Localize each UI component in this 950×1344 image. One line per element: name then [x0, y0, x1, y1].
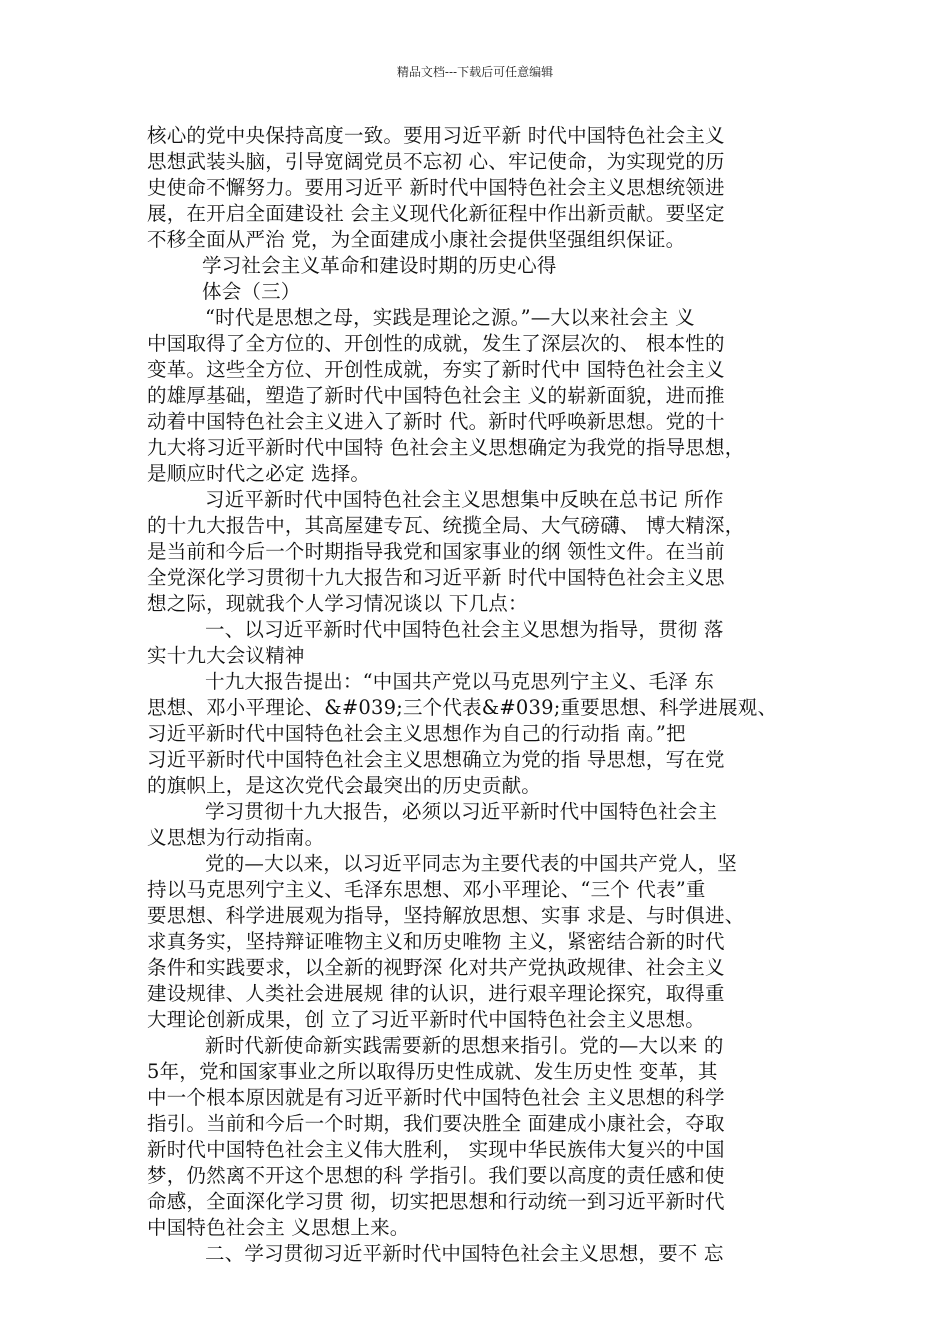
text-line: 思想、邓小平理论、&#039;三个代表&#039;重要思想、科学进展观、 [147, 696, 778, 719]
text-line: 要思想、科学进展观为指导，坚持解放思想、实事 求是、与时俱进、 [147, 904, 745, 927]
text-line: 的旗帜上，是这次党代会最突出的历史贡献。 [147, 774, 542, 797]
text-line: 建设规律、人类社会进展规 律的认识，进行艰辛理论探究，取得重 [147, 982, 725, 1005]
text-line: 习近平新时代中国特色社会主义思想确立为党的指 导思想，写在党 [147, 748, 725, 771]
text-line: 求真务实，坚持辩证唯物主义和历史唯物 主义，紧密结合新的时代 [147, 930, 725, 953]
text-line: 中一个根本原因就是有习近平新时代中国特色社会 主义思想的科学 [147, 1086, 725, 1109]
text-line: 二、学习贯彻习近平新时代中国特色社会主义思想，要不 忘 [205, 1242, 724, 1265]
text-line: 一、以习近平新时代中国特色社会主义思想为指导，贯彻 落 [205, 618, 724, 641]
text-line: 变革。这些全方位、开创性成就，夯实了新时代中 国特色社会主义 [147, 358, 725, 381]
text-line: 展，在开启全面建设社 会主义现代化新征程中作出新贡献。要坚定 [147, 202, 725, 225]
text-line: 梦，仍然离不开这个思想的科 学指引。我们要以高度的责任感和使 [147, 1164, 725, 1187]
text-line: 史使命不懈努力。要用习近平 新时代中国特色社会主义思想统领进 [147, 176, 725, 199]
document-body [147, 123, 827, 1267]
text-line: 九大将习近平新时代中国特 色社会主义思想确定为我党的指导思想， [147, 436, 745, 459]
text-line: 学习贯彻十九大报告，必须以习近平新时代中国特色社会主 [205, 800, 718, 823]
text-line: 习近平新时代中国特色社会主义思想作为自己的行动指 南。”把 [147, 722, 686, 745]
text-line: 核心的党中央保持高度一致。要用习近平新 时代中国特色社会主义 [147, 124, 725, 147]
text-line: 条件和实践要求，以全新的视野深 化对共产党执政规律、社会主义 [147, 956, 725, 979]
text-line: 党的—大以来，以习近平同志为主要代表的中国共产党人，坚 [205, 852, 737, 875]
text-line: 是顺应时代之必定 选择。 [147, 462, 371, 485]
text-line: 思想武装头脑，引导宽阔党员不忘初 心、牢记使命，为实现党的历 [147, 150, 725, 173]
text-line: 新时代中国特色社会主义伟大胜利， 实现中华民族伟大复兴的中国 [147, 1138, 725, 1161]
text-line: 实十九大会议精神 [147, 644, 305, 667]
page-header: 精品文档---下载后可任意编辑 [396, 65, 554, 79]
text-line: 命感，全面深化学习贯 彻，切实把思想和行动统一到习近平新时代 [147, 1190, 725, 1213]
text-line: 新时代新使命新实践需要新的思想来指引。党的—大以来 的 [205, 1034, 724, 1057]
text-line: 大理论创新成果，创 立了习近平新时代中国特色社会主义思想。 [147, 1008, 705, 1031]
text-line: 中国取得了全方位的、开创性的成就，发生了深层次的、 根本性的 [147, 332, 725, 355]
text-line: 十九大报告提出：“中国共产党以马克思列宁主义、毛泽 东 [205, 670, 715, 693]
text-line: 中国特色社会主 义思想上来。 [147, 1216, 410, 1239]
text-line: 的十九大报告中，其高屋建专瓦、统揽全局、大气磅礴、 博大精深， [147, 514, 745, 537]
text-line: 持以马克思列宁主义、毛泽东思想、邓小平理论、“三个 代表”重 [147, 878, 706, 901]
text-line: 动着中国特色社会主义进入了新时 代。新时代呼唤新思想。党的十 [147, 410, 725, 433]
text-line: 习近平新时代中国特色社会主义思想集中反映在总书记 所作 [205, 488, 724, 511]
text-line: 学习社会主义革命和建设时期的历史心得 [202, 254, 557, 277]
text-line: 5年，党和国家事业之所以取得历史性成就、发生历史性 变革，其 [147, 1060, 718, 1083]
text-line: 想之际，现就我个人学习情况谈以 下几点： [147, 592, 528, 615]
text-line: 是当前和今后一个时期指导我党和国家事业的纲 领性文件。在当前 [147, 540, 725, 563]
text-line: 的雄厚基础，塑造了新时代中国特色社会主 义的崭新面貌，进而推 [147, 384, 725, 407]
text-line: 不移全面从严治 党，为全面建成小康社会提供坚强组织保证。 [147, 228, 686, 251]
text-line: 体会（三） [202, 280, 301, 303]
text-line: 义思想为行动指南。 [147, 826, 325, 849]
text-line: 全党深化学习贯彻十九大报告和习近平新 时代中国特色社会主义思 [147, 566, 725, 589]
text-line: 指引。当前和今后一个时期，我们要决胜全 面建成小康社会，夺取 [147, 1112, 725, 1135]
text-line: “时代是思想之母，实践是理论之源。”—大以来社会主 义 [205, 306, 695, 329]
